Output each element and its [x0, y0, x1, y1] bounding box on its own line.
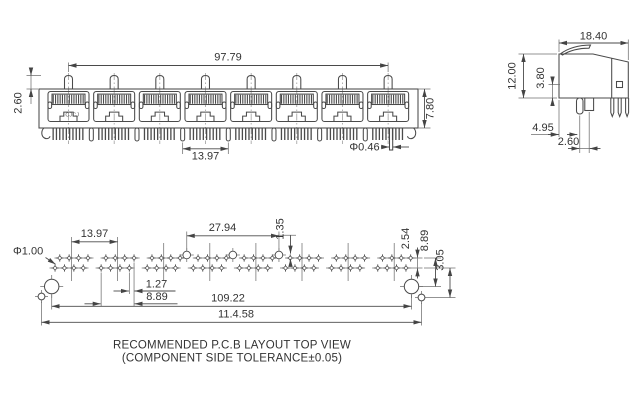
pcb-layout-view [13, 218, 456, 325]
svg-text:7.80: 7.80 [424, 97, 437, 120]
side-pin-1 [611, 98, 614, 117]
dim-pcb-hole-diameter [13, 246, 56, 265]
dim-side-height [507, 54, 558, 98]
svg-text:2.60: 2.60 [557, 136, 580, 148]
side-view [507, 31, 629, 154]
shield-pin [318, 128, 322, 141]
latch-window [617, 82, 623, 88]
dim-front-pitch [183, 143, 229, 163]
svg-text:18.40: 18.40 [579, 30, 608, 43]
svg-text:11.4.58: 11.4.58 [218, 308, 254, 321]
left-ground-tab [42, 128, 50, 139]
dim-side-pin-offset [558, 112, 601, 153]
svg-text:12.00: 12.00 [506, 62, 519, 90]
svg-text:Φ1.00: Φ1.00 [13, 245, 44, 258]
dim-pcb-shield-pitch [187, 222, 279, 251]
dim-pcb-pitch [72, 228, 118, 243]
pcb-pin-group [50, 243, 94, 281]
shield-pins-front [89, 128, 367, 141]
right-ground-tab [408, 128, 416, 139]
dim-pcb-hole-gap [424, 249, 456, 297]
pcb-pin-group [142, 243, 186, 281]
svg-text:13.97: 13.97 [191, 150, 220, 163]
locating-post [577, 98, 584, 114]
dim-front-width [69, 52, 389, 73]
port-logo: CJCJ [65, 112, 80, 119]
shield-pin [363, 128, 367, 141]
svg-text:4.95: 4.95 [532, 122, 554, 134]
shield-pin [181, 128, 185, 141]
svg-text:2.54: 2.54 [400, 227, 412, 250]
pcb-pin-group [326, 243, 370, 281]
measured-terminal-pin [390, 128, 393, 150]
svg-text:1.27: 1.27 [145, 278, 168, 291]
pilot-hole-left [35, 290, 48, 303]
dim-side-post-offset [531, 100, 577, 137]
shield-pin [89, 128, 93, 141]
dim-front-body-height [418, 89, 437, 128]
dim-front-pin-diameter [349, 142, 409, 154]
caption [113, 340, 351, 365]
pcb-pin-group [234, 243, 278, 281]
pcb-shield-hole [226, 248, 240, 262]
svg-text:8.89: 8.89 [146, 291, 168, 303]
svg-text:8.89: 8.89 [419, 229, 431, 252]
dim-pcb-shield-offset [275, 218, 297, 266]
pilot-hole-right [415, 291, 428, 304]
svg-text:3.80: 3.80 [535, 67, 547, 89]
shield-pin [135, 128, 139, 141]
svg-text:27.94: 27.94 [208, 222, 237, 234]
svg-text:97.79: 97.79 [214, 51, 242, 64]
side-pin-3 [626, 98, 629, 117]
side-pin-2 [618, 98, 621, 117]
shield-pin [272, 128, 276, 141]
dim-pcb-mount-span [52, 293, 412, 310]
terminal-stub [585, 98, 594, 111]
pcb-pin-group [280, 243, 324, 281]
front-view [13, 52, 437, 163]
side-body-outline [559, 54, 628, 98]
svg-text:1.35: 1.35 [274, 218, 287, 240]
pcb-pin-group [96, 243, 140, 281]
dim-pcb-total-span [42, 302, 422, 326]
svg-text:2.60: 2.60 [12, 92, 25, 114]
dim-side-inner [535, 67, 560, 106]
shield-pin [226, 128, 230, 141]
panel-tabs [65, 76, 393, 90]
dim-front-tab-height [13, 68, 42, 114]
pcb-shield-holes [180, 248, 286, 262]
svg-text:13.97: 13.97 [80, 228, 109, 240]
svg-text:Φ0.46: Φ0.46 [349, 141, 380, 154]
caption-line-2: (COMPONENT SIDE TOLERANCE±0.05) [121, 352, 343, 365]
caption-line-1: RECOMMENDED P.C.B LAYOUT TOP VIEW [113, 339, 351, 352]
pcb-pin-group [188, 243, 232, 281]
dim-side-depth [559, 31, 628, 61]
svg-text:109.22: 109.22 [211, 292, 245, 305]
svg-text:3.05: 3.05 [434, 249, 447, 271]
